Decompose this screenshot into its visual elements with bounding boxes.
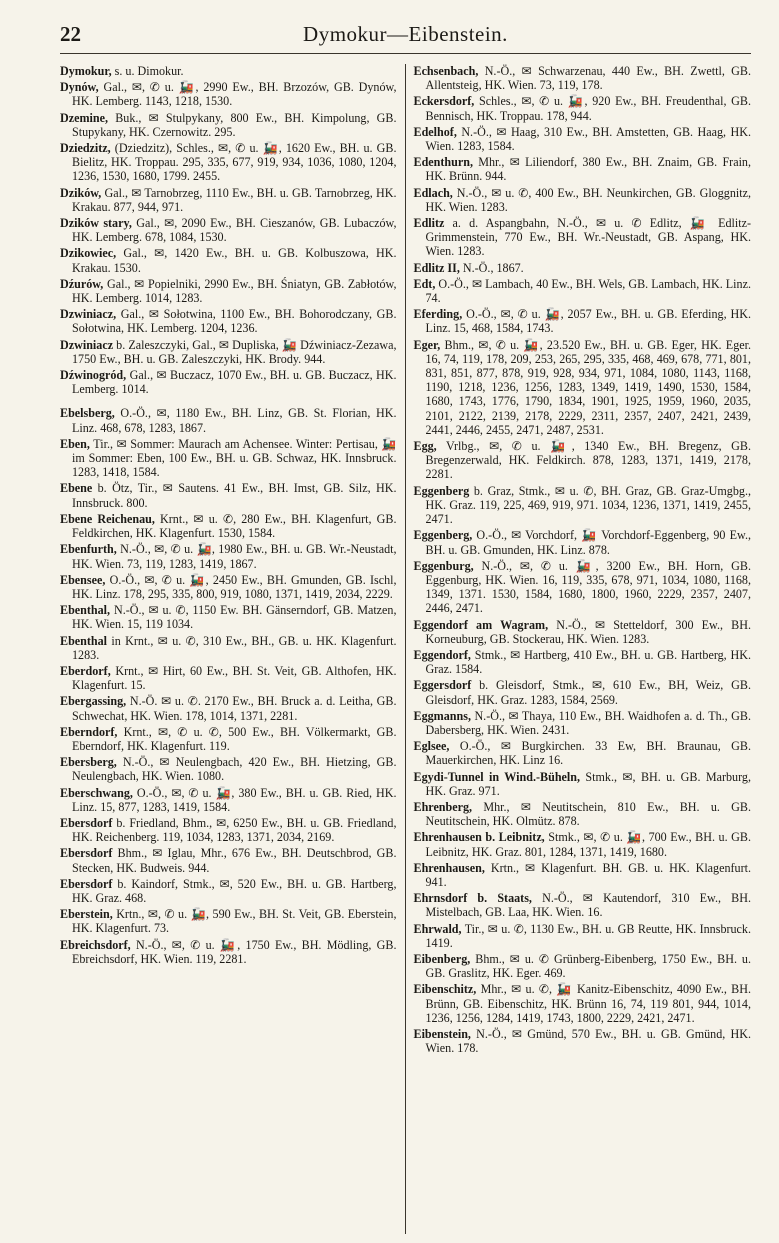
entry-headword: Ehrwald, bbox=[413, 921, 462, 936]
entry-headword: Eferding, bbox=[413, 307, 463, 322]
entry-text: Mhr., ✉ Liliendorf, 380 Ew., BH. Znaim, GB. Frain, HK. Brünn. 944. bbox=[425, 155, 751, 184]
directory-entry bbox=[414, 216, 752, 259]
entry-text: N.-Ö., ✉ Neulengbach, 420 Ew., BH. Hietzing, GB. Neulengbach, HK. Wien. 1080. bbox=[72, 755, 397, 784]
entry-headword: Dzików stary, bbox=[60, 216, 132, 231]
entry-headword: Edlitz II, bbox=[413, 260, 460, 275]
entry-text: (Dziedzitz), Schles., ✉, ✆ u. 🚂, 1620 Ew., BH. u. GB. Bielitz, HK. Troppau. 295, 335, 677, 919, 934, 1036, 1080, 1204, 1236, 1530, 1680, 1799. 2455. bbox=[72, 141, 397, 184]
directory-entry bbox=[60, 481, 397, 509]
directory-entry bbox=[60, 603, 397, 631]
entry-headword: Ebelsberg, bbox=[60, 406, 115, 421]
entry-text: Gal., ✉ Buczacz, 1070 Ew., BH. u. GB. Buczacz, HK. Lemberg. 1014. bbox=[72, 368, 397, 397]
entry-text: Vrlbg., ✉, ✆ u. 🚂, 1340 Ew., BH. Bregenz, GB. Bregenzerwald, HK. Feldkirch. 878, 1283, 1371, 1419, 2178, 2281. bbox=[425, 439, 751, 482]
directory-entry bbox=[414, 64, 752, 92]
directory-entry bbox=[414, 648, 752, 676]
entry-text: N.-Ö., 1867. bbox=[459, 260, 524, 275]
entry-headword: Eckersdorf, bbox=[413, 94, 475, 109]
entry-headword: Ebensee, bbox=[60, 572, 106, 587]
entry-text: N.-Ö., ✉, ✆ u. 🚂, 3200 Ew., BH. Horn, GB. Eggenburg, HK. Wien. 16, 119, 335, 678, 971, 1034, 1080, 1168, 1349, 1371. 1530, 1584, 1680, 1800, 1960, 2229, 2357, 2407, 2446, 2471. bbox=[425, 558, 751, 616]
directory-entry bbox=[60, 80, 397, 108]
entry-text: Gal., ✉, ✆ u. 🚂, 2990 Ew., BH. Brzozów, GB. Dynów, HK. Lemberg. 1143, 1218, 1530. bbox=[72, 80, 397, 109]
entry-text: Bhm., ✉ u. ✆ Grünberg-Eibenberg, 1750 Ew., BH. u. GB. Graslitz, HK. Eger. 469. bbox=[425, 951, 751, 981]
entry-text: Krnt., ✉, ✆ u. ✆, 500 Ew., BH. Völkermarkt, GB. Eberndorf, HK. Klagenfurt. 119. bbox=[72, 724, 397, 753]
directory-entry bbox=[60, 664, 397, 692]
directory-entry bbox=[60, 542, 397, 570]
directory-entry bbox=[414, 125, 752, 153]
entry-text: Krnt., ✉ Hirt, 60 Ew., BH. St. Veit, GB. Althofen, HK. Klagenfurt. 15. bbox=[72, 663, 397, 693]
entry-headword: Dziedzitz, bbox=[60, 141, 111, 156]
entry-text: N.-Ö., ✉ Schwarzenau, 440 Ew., BH. Zwettl, GB. Allentsteig, HK. Wien. 73, 119, 178. bbox=[425, 64, 751, 93]
entry-headword: Dzwiniacz, bbox=[60, 307, 117, 322]
entry-text: Bhm., ✉ Iglau, Mhr., 676 Ew., BH. Deutschbrod, GB. Stecken, HK. Budweis. 944. bbox=[72, 846, 397, 875]
entry-text: Krnt., ✉ u. ✆, 280 Ew., BH. Klagenfurt, GB. Feldkirchen, HK. Klagenfurt. 1530, 1584. bbox=[72, 511, 397, 541]
directory-entry bbox=[414, 618, 752, 646]
directory-entry bbox=[414, 528, 752, 556]
entry-text: O.-Ö., ✉ Burgkirchen. 33 Ew, BH. Braunau, GB. Mauerkirchen, HK. Linz 16. bbox=[425, 739, 751, 768]
directory-entry bbox=[60, 437, 397, 480]
entry-headword: Eggmanns, bbox=[413, 708, 471, 723]
directory-entry bbox=[414, 261, 752, 275]
entry-headword: Ebenthal bbox=[60, 633, 108, 648]
entry-headword: Eberstein, bbox=[60, 907, 113, 922]
entry-headword: Eglsee, bbox=[413, 739, 450, 754]
entry-headword: Ebenthal, bbox=[60, 603, 111, 618]
directory-entry bbox=[414, 1027, 752, 1055]
directory-entry bbox=[414, 800, 752, 828]
directory-entry bbox=[60, 111, 397, 139]
entry-headword: Ebersdorf bbox=[60, 846, 113, 861]
directory-entry bbox=[414, 559, 752, 616]
directory-entry bbox=[60, 368, 397, 396]
entry-text: b. Friedland, Bhm., ✉, 6250 Ew., BH. u. GB. Friedland, HK. Reichenberg. 119, 1034, 1283, 1371, 2034, 2169. bbox=[72, 815, 397, 845]
directory-entry bbox=[414, 277, 752, 305]
directory-entry bbox=[60, 307, 397, 335]
directory-entry bbox=[414, 861, 752, 889]
entry-text: in Krnt., ✉ u. ✆, 310 Ew., BH., GB. u. HK. Klagenfurt. 1283. bbox=[72, 633, 397, 662]
entry-text: N.-Ö., ✉ Stetteldorf, 300 Ew., BH. Korneuburg, GB. Stockerau, HK. Wien. 1283. bbox=[425, 617, 751, 646]
entry-headword: Dynów, bbox=[60, 80, 99, 95]
entry-headword: Eben, bbox=[60, 436, 90, 451]
entry-text: Bhm., ✉, ✆ u. 🚂, 23.520 Ew., BH. u. GB. Eger, HK. Eger. 16, 74, 119, 178, 209, 253, 265, 295, 335, 468, 469, 678, 771, 801, 831, 851, 877, 878, 919, 928, 934, 971, 1084, 1080, 1143, 1168, 1190, 1218, 1236, 1256, 1283, 1349, 1419, 1490, 1530, 1584, 1680, 1743, 1776, 1790, 1834, 1901, 1925, 1959, 1960, 2035, 2101, 2122, 2139, 2178, 2229, 2311, 2357, 2407, 2421, 2439, 2441, 2446, 2455, 2471, 2487, 2531. bbox=[425, 337, 751, 437]
entry-headword: Dzikowiec, bbox=[60, 246, 117, 261]
directory-entry bbox=[60, 246, 397, 274]
directory-entry bbox=[60, 938, 397, 966]
entry-text: Schles., ✉, ✆ u. 🚂, 920 Ew., BH. Freudenthal, GB. Bennisch, HK. Troppau. 178, 944. bbox=[425, 94, 751, 123]
entry-headword: Edlach, bbox=[413, 185, 453, 200]
entry-headword: Eggendorf am Wagram, bbox=[413, 617, 549, 632]
directory-entry bbox=[60, 725, 397, 753]
entry-text: Buk., ✉ Stulpykany, 800 Ew., BH. Kimpolung, GB. Stupykany, HK. Czernowitz. 295. bbox=[72, 110, 397, 139]
entry-text: N.-Ö., ✉ Haag, 310 Ew., BH. Amstetten, GB. Haag, HK. Wien. 1283, 1584. bbox=[425, 124, 751, 154]
running-title: Dymokur—Eibenstein. bbox=[303, 22, 508, 46]
entry-headword: Edelhof, bbox=[413, 124, 457, 139]
entry-text: b. Gleisdorf, Stmk., ✉, 610 Ew., BH, Weiz, GB. Gleisdorf, HK. Graz. 1283, 1584, 2569. bbox=[425, 678, 751, 707]
entry-text: N.-Ö., ✉ u. ✆, 1150 Ew. BH. Gänserndorf, GB. Matzen, HK. Wien. 15, 119 1034. bbox=[72, 603, 397, 632]
entry-text: Gal., ✉ Sołotwina, 1100 Ew., BH. Bohorodczany, GB. Sołotwina, HK. Lemberg. 1204, 1236. bbox=[72, 307, 397, 336]
entry-text: O.-Ö., ✉, ✆ u. 🚂, 2450 Ew., BH. Gmunden, GB. Ischl, HK. Linz. 178, 295, 335, 800, 919, 1080, 1371, 1419, 2034, 2229. bbox=[72, 572, 397, 601]
entry-headword: Ebersberg, bbox=[60, 755, 117, 770]
entry-headword: Eberdorf, bbox=[60, 663, 111, 678]
directory-entry bbox=[414, 739, 752, 767]
left-column bbox=[60, 64, 406, 1234]
directory-entry bbox=[414, 709, 752, 737]
entry-headword: Ebergassing, bbox=[60, 694, 127, 709]
directory-entry bbox=[414, 982, 752, 1025]
entry-text: O.-Ö., ✉, ✆ u. 🚂, 2057 Ew., BH. u. GB. Eferding, HK. Linz. 15, 468, 1584, 1743. bbox=[425, 307, 751, 336]
directory-entry bbox=[414, 186, 752, 214]
entry-headword: Echsenbach, bbox=[413, 64, 479, 78]
entry-headword: Eibenstein, bbox=[413, 1027, 471, 1041]
entry-text: Tir., ✉ u. ✆, 1130 Ew., BH. u. GB Reutte, HK. Innsbruck. 1419. bbox=[425, 921, 751, 950]
entry-headword: Ebersdorf bbox=[60, 876, 113, 891]
directory-entry bbox=[414, 155, 752, 183]
entry-headword: Egg, bbox=[413, 439, 437, 454]
directory-entry bbox=[60, 846, 397, 874]
entry-text: Stmk., ✉, BH. u. GB. Marburg, HK. Graz. 971. bbox=[425, 769, 751, 798]
directory-entry bbox=[60, 186, 397, 214]
entry-text: Stmk., ✉, ✆ u. 🚂, 700 Ew., BH. u. GB. Leibnitz, HK. Graz. 801, 1284, 1371, 1419, 1680. bbox=[425, 830, 751, 859]
directory-entry bbox=[414, 484, 752, 527]
entry-headword: Dźwinogród, bbox=[60, 368, 127, 383]
entry-text: Gal., ✉ Popielniki, 2990 Ew., BH. Śniatyn, GB. Zabłotów, HK. Lemberg. 1014, 1283. bbox=[72, 276, 397, 306]
entry-headword: Ehrenberg, bbox=[413, 799, 473, 814]
entry-text: Mhr., ✉ Neutitschein, 810 Ew., BH. u. GB. Neutitschein, HK. Olmütz. 878. bbox=[425, 799, 751, 829]
entry-headword: Edt, bbox=[413, 276, 436, 291]
entry-headword: Ebene bbox=[60, 481, 93, 496]
entry-headword: Eggendorf, bbox=[413, 647, 471, 662]
directory-entry bbox=[414, 678, 752, 706]
directory-entry bbox=[60, 573, 397, 601]
entry-text: N.-Ö., ✉, ✆ u. 🚂, 1750 Ew., BH. Mödling, GB. Ebreichsdorf, HK. Wien. 119, 2281. bbox=[72, 937, 397, 966]
entry-text: N.-Ö. ✉ u. ✆. 2170 Ew., BH. Bruck a. d. Leitha, GB. Schwechat, HK. Wien. 178, 1014, 1371, 2281. bbox=[72, 694, 397, 723]
entry-text: N.-Ö., ✉, ✆ u. 🚂, 1980 Ew., BH. u. GB. Wr.-Neustadt, HK. Wien. 73, 119, 1283, 1419, 1867. bbox=[72, 542, 397, 571]
directory-entry bbox=[60, 907, 397, 935]
entry-headword: Eggenberg, bbox=[413, 528, 473, 543]
entry-headword: Eger, bbox=[413, 337, 441, 352]
entry-headword: Edlitz bbox=[413, 216, 445, 231]
entry-headword: Ehrnsdorf b. Staats, bbox=[413, 891, 532, 906]
entry-headword: Eggersdorf bbox=[413, 678, 472, 693]
entry-headword: Eberschwang, bbox=[60, 785, 133, 800]
entry-headword: Eggenburg, bbox=[413, 558, 474, 573]
directory-entry bbox=[60, 755, 397, 783]
entry-text: N.-Ö., ✉ u. ✆, 400 Ew., BH. Neunkirchen, GB. Gloggnitz, HK. Wien. 1283. bbox=[425, 185, 751, 214]
entry-text: b. Zaleszczyki, Gal., ✉ Dupliska, 🚂 Dźwiniacz-Zezawa, 1750 Ew., BH. u. GB. Zaleszczyki, HK. Brody. 944. bbox=[72, 337, 397, 366]
directory-entry bbox=[414, 94, 752, 122]
directory-entry bbox=[60, 694, 397, 722]
directory-entry bbox=[60, 338, 397, 366]
page-header bbox=[60, 18, 751, 54]
directory-entry bbox=[414, 891, 752, 919]
entry-text: O.-Ö., ✉ Vorchdorf, 🚂 Vorchdorf-Eggenberg, 90 Ew., BH. u. GB. Gmunden, HK. Linz. 878. bbox=[425, 528, 751, 557]
entry-text: Gal., ✉, 1420 Ew., BH. u. GB. Kolbuszowa, HK. Krakau. 1530. bbox=[72, 246, 397, 275]
entry-text: Gal., ✉, 2090 Ew., BH. Cieszanów, GB. Lubaczów, HK. Lemberg. 678, 1084, 1530. bbox=[72, 216, 397, 245]
entry-headword: Ebersdorf bbox=[60, 815, 113, 830]
entry-text: s. u. Dimokur. bbox=[111, 64, 184, 78]
directory-entry bbox=[414, 830, 752, 858]
entry-headword: Ebreichsdorf, bbox=[60, 937, 131, 952]
entry-text: O.-Ö., ✉ Lambach, 40 Ew., BH. Wels, GB. Lambach, HK. Linz. 74. bbox=[425, 276, 751, 306]
entry-text: Gal., ✉ Tarnobrzeg, 1110 Ew., BH. u. GB. Tarnobrzeg, HK. Krakau. 877, 944, 971. bbox=[72, 185, 397, 214]
directory-entry bbox=[414, 952, 752, 980]
entry-text: N.-Ö., ✉ Thaya, 110 Ew., BH. Waidhofen a. d. Th., GB. Dabersberg, HK. Wien. 2431. bbox=[425, 708, 751, 737]
entry-headword: Ehrenhausen b. Leibnitz, bbox=[413, 830, 545, 845]
directory-entry bbox=[60, 406, 397, 434]
entry-text: O.-Ö., ✉, ✆ u. 🚂, 380 Ew., BH. u. GB. Ried, HK. Linz. 15, 877, 1283, 1419, 1584. bbox=[72, 785, 397, 814]
right-column bbox=[406, 64, 752, 1234]
directory-entry bbox=[414, 770, 752, 798]
entry-headword: Eberndorf, bbox=[60, 724, 118, 739]
entry-headword: Dzemine, bbox=[60, 110, 109, 125]
entry-text: Stmk., ✉ Hartberg, 410 Ew., BH. u. GB. Hartberg, HK. Graz. 1584. bbox=[425, 647, 751, 677]
entry-text: b. Kaindorf, Stmk., ✉, 520 Ew., BH. u. GB. Hartberg, HK. Graz. 468. bbox=[72, 876, 397, 905]
entry-text: Tir., ✉ Sommer: Maurach am Achensee. Winter: Pertisau, 🚂 im Sommer: Eben, 100 Ew., BH. u. GB. Schwaz, HK. Innsbruck. 1283, 1418, 1584. bbox=[72, 436, 397, 480]
directory-entry bbox=[60, 216, 397, 244]
entry-text: Krtn., ✉ Klagenfurt. BH. GB. u. HK. Klagenfurt. 941. bbox=[425, 860, 751, 889]
directory-entry bbox=[414, 439, 752, 482]
page-number: 22 bbox=[60, 22, 81, 46]
entry-headword: Edenthurn, bbox=[413, 155, 473, 170]
entry-headword: Eggenberg bbox=[413, 483, 470, 498]
entry-text: O.-Ö., ✉, 1180 Ew., BH. Linz, GB. St. Florian, HK. Linz. 468, 678, 1283, 1867. bbox=[72, 406, 397, 435]
directory-entry bbox=[60, 816, 397, 844]
directory-entry bbox=[60, 277, 397, 305]
directory-entry bbox=[60, 141, 397, 184]
entry-text: a. d. Aspangbahn, N.-Ö., ✉ u. ✆ Edlitz, 🚂 Edlitz-Grimmenstein, 770 Ew., BH. Wr.-Neustadt, GB. Aspang, HK. Wien. 1283. bbox=[425, 216, 751, 259]
section-gap bbox=[60, 398, 397, 406]
entry-text: b. Graz, Stmk., ✉ u. ✆, BH. Graz, GB. Graz-Umgbg., HK. Graz. 119, 225, 469, 919, 971. 1034, 1236, 1371, 1419, 2455, 2471. bbox=[425, 483, 751, 527]
entry-text: N.-Ö., ✉ Kautendorf, 310 Ew., BH. Mistelbach, GB. Laa, HK. Wien. 16. bbox=[425, 891, 751, 920]
entry-text: Krtn., ✉, ✆ u. 🚂, 590 Ew., BH. St. Veit, GB. Eberstein, HK. Klagenfurt. 73. bbox=[72, 907, 397, 936]
entry-headword: Dymokur, bbox=[60, 64, 112, 78]
entry-text: b. Ötz, Tir., ✉ Sautens. 41 Ew., BH. Imst, GB. Silz, HK. Innsbruck. 800. bbox=[72, 481, 397, 510]
columns bbox=[60, 64, 751, 1234]
directory-entry bbox=[60, 64, 397, 78]
entry-headword: Dźurów, bbox=[60, 276, 104, 291]
entry-headword: Egydi-Tunnel in Wind.-Büheln, bbox=[413, 769, 581, 784]
header-rule bbox=[60, 53, 751, 54]
entry-headword: Ehrenhausen, bbox=[413, 860, 485, 875]
directory-entry bbox=[414, 307, 752, 335]
entry-headword: Ebenfurth, bbox=[60, 542, 117, 557]
directory-entry bbox=[60, 512, 397, 540]
directory-entry bbox=[414, 922, 752, 950]
directory-entry bbox=[60, 877, 397, 905]
entry-headword: Dzików, bbox=[60, 185, 102, 200]
entry-headword: Eibenberg, bbox=[413, 951, 471, 966]
entry-headword: Dzwiniacz bbox=[60, 337, 114, 352]
entry-headword: Eibenschitz, bbox=[413, 982, 477, 997]
directory-entry bbox=[60, 634, 397, 662]
entry-headword: Ebene Reichenau, bbox=[60, 511, 155, 526]
directory-entry bbox=[60, 786, 397, 814]
entry-text: N.-Ö., ✉ Gmünd, 570 Ew., BH. u. GB. Gmünd, HK. Wien. 178. bbox=[425, 1027, 751, 1056]
entry-text: Mhr., ✉ u. ✆, 🚂 Kanitz-Eibenschitz, 4090 Ew., BH. Brünn, GB. Eibenschitz, HK. Brünn 16, 74, 119 801, 944, 1014, 1236, 1256, 1284, 1419, 1743, 1800, 2229, 2421, 2471. bbox=[425, 982, 751, 1025]
directory-entry bbox=[414, 338, 752, 437]
